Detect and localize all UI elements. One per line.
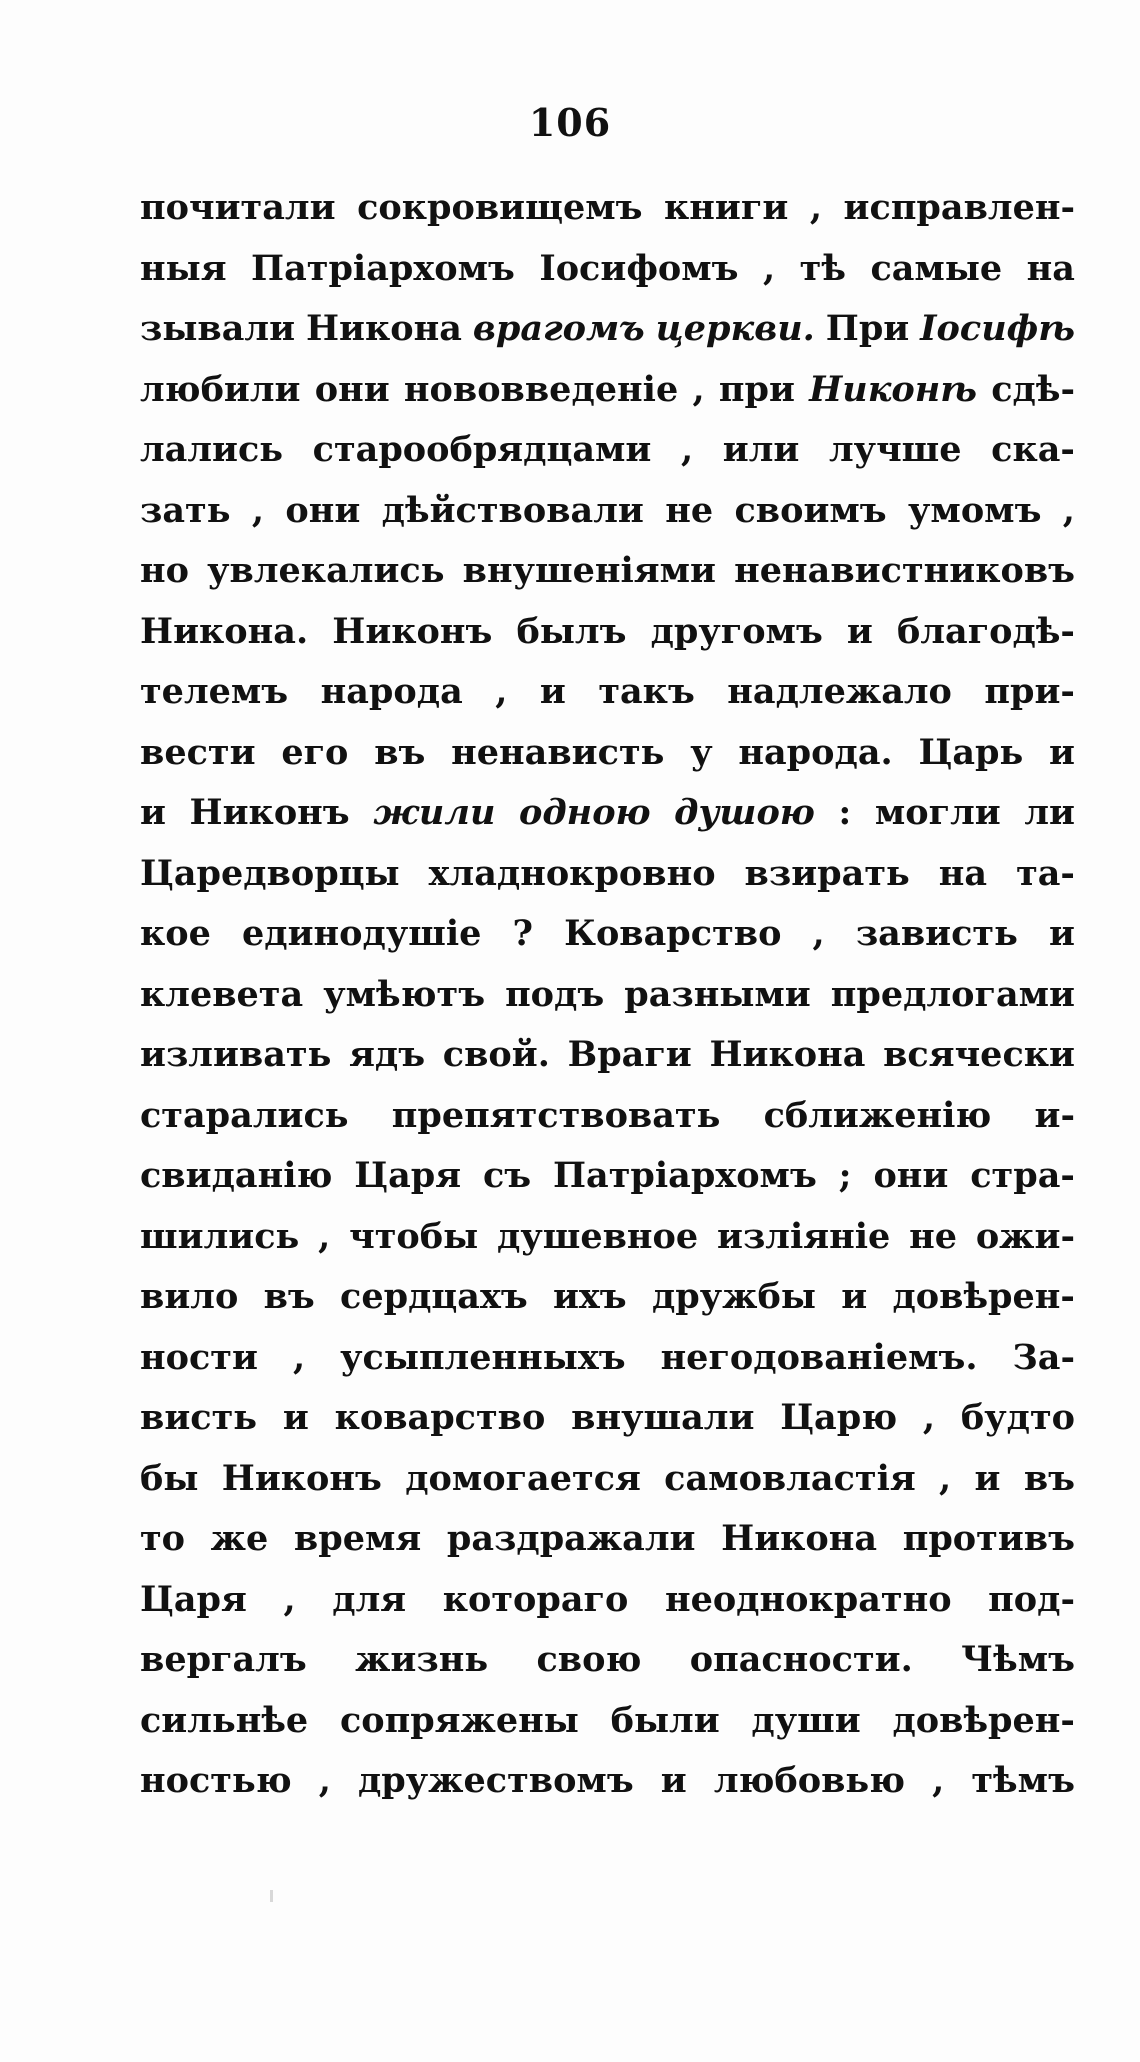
word: , xyxy=(812,913,825,954)
word: самые xyxy=(870,247,1003,289)
text-line xyxy=(140,420,1075,481)
word: Никонъ xyxy=(332,610,493,652)
word: могли xyxy=(874,792,1001,833)
word: въ xyxy=(263,1276,315,1317)
text-line xyxy=(140,299,1075,360)
word: надлежало xyxy=(727,671,952,712)
text-line xyxy=(140,1570,1075,1631)
word: старообрядцами xyxy=(312,429,652,470)
word: сближенію xyxy=(763,1094,992,1136)
word: негодованіемъ. xyxy=(660,1336,978,1378)
word: внушеніями xyxy=(462,550,716,591)
word: въ xyxy=(1023,1457,1075,1499)
word: почитали xyxy=(140,187,336,228)
word: ностью xyxy=(140,1760,292,1801)
italic-word: жили xyxy=(373,792,496,833)
text-line xyxy=(140,481,1075,542)
word: довѣрен- xyxy=(892,1276,1075,1317)
word: тѣмъ xyxy=(971,1760,1075,1801)
italic-word: Іосифѣ xyxy=(920,308,1075,349)
word: же xyxy=(210,1518,269,1559)
word: они xyxy=(285,489,361,531)
text-line xyxy=(140,1025,1075,1086)
word: раздражали xyxy=(446,1518,696,1559)
word: любили xyxy=(140,368,301,410)
word: ли xyxy=(1024,792,1075,833)
text-line xyxy=(140,1449,1075,1510)
word: та- xyxy=(1016,852,1075,894)
word: , xyxy=(922,1397,936,1438)
word: и xyxy=(539,671,566,712)
word: всячески xyxy=(883,1034,1075,1075)
word: и xyxy=(846,610,873,652)
word: зависть xyxy=(855,913,1018,954)
word: ядъ xyxy=(349,1034,426,1075)
word: под- xyxy=(988,1578,1075,1620)
text-line xyxy=(140,1751,1075,1812)
word: хладнокровно xyxy=(428,852,716,894)
word: , xyxy=(932,1760,945,1801)
word: ихъ xyxy=(552,1276,627,1317)
word: зать xyxy=(140,489,231,531)
word: и xyxy=(974,1457,1001,1499)
word: висть xyxy=(140,1397,258,1438)
word: народа. xyxy=(738,731,893,773)
text-line xyxy=(140,1509,1075,1570)
word: исправлен- xyxy=(843,187,1075,228)
word: зывали xyxy=(140,308,296,349)
word: телемъ xyxy=(140,671,289,712)
word: на xyxy=(938,852,988,894)
word: вести xyxy=(140,731,256,773)
word: свиданію xyxy=(140,1155,333,1196)
text-line xyxy=(140,1328,1075,1389)
word: чтобы xyxy=(349,1215,479,1257)
word: , xyxy=(318,1215,331,1257)
word: сильнѣе xyxy=(140,1699,309,1741)
word: Никонъ xyxy=(189,792,350,833)
word: не xyxy=(909,1215,957,1257)
word: Іосифомъ xyxy=(539,247,739,289)
word: внушали xyxy=(571,1397,755,1438)
word: но xyxy=(140,550,189,591)
text-line xyxy=(140,1267,1075,1328)
word: изливать xyxy=(140,1034,332,1075)
word: разными xyxy=(624,973,811,1015)
word: ожи- xyxy=(975,1215,1075,1257)
word: Коварство xyxy=(564,913,782,954)
word: Царь xyxy=(918,731,1024,773)
word: , xyxy=(292,1336,306,1378)
word: , xyxy=(318,1760,331,1801)
word: ; xyxy=(838,1155,852,1196)
word: Никона xyxy=(709,1034,866,1075)
word: дружбы xyxy=(651,1276,816,1317)
word: ненавистниковъ xyxy=(734,550,1075,591)
word: , xyxy=(939,1457,952,1499)
word: шились xyxy=(140,1215,300,1257)
word: сдѣ- xyxy=(991,368,1075,410)
word: домогается xyxy=(405,1457,641,1499)
word: и xyxy=(140,792,166,833)
word: Чѣмъ xyxy=(961,1639,1075,1680)
word: самовластія xyxy=(664,1457,916,1499)
word: клевета xyxy=(140,973,304,1015)
text-line xyxy=(140,904,1075,965)
word: , xyxy=(762,247,776,289)
word: нововведеніе xyxy=(403,368,679,410)
word: бы xyxy=(140,1457,199,1499)
word: Царедворцы xyxy=(140,852,400,894)
word: , xyxy=(495,671,508,712)
word: довѣрен- xyxy=(892,1699,1075,1741)
word: стра- xyxy=(970,1155,1075,1196)
word: ? xyxy=(512,913,534,954)
word: его xyxy=(281,731,349,773)
word: душевное xyxy=(497,1215,699,1257)
word: неоднократно xyxy=(664,1578,952,1620)
word: и xyxy=(841,1276,868,1317)
word: умѣютъ xyxy=(323,973,486,1015)
word: свой. xyxy=(442,1034,550,1075)
word: ности xyxy=(140,1336,258,1378)
word: время xyxy=(293,1518,422,1559)
word: своимъ xyxy=(734,489,887,531)
word: народа xyxy=(320,671,463,712)
text-line xyxy=(140,541,1075,602)
word: ненависть xyxy=(451,731,665,773)
word: , xyxy=(1062,489,1075,531)
text-line xyxy=(140,965,1075,1026)
word: и xyxy=(282,1397,309,1438)
word: у xyxy=(690,731,713,773)
word: предлогами xyxy=(830,973,1075,1015)
word: благодѣ- xyxy=(897,610,1075,652)
word: такъ xyxy=(598,671,695,712)
word: коварство xyxy=(334,1397,546,1438)
italic-word: церкви. xyxy=(655,308,815,349)
text-line xyxy=(140,783,1075,844)
word: , xyxy=(251,489,265,531)
word: дѣйствовали xyxy=(381,489,644,531)
word: дружествомъ xyxy=(357,1760,634,1801)
word: ска- xyxy=(991,429,1075,470)
word: на xyxy=(1026,247,1075,289)
word: Никона. xyxy=(140,610,309,652)
text-line xyxy=(140,723,1075,784)
word: ныя xyxy=(140,247,227,289)
word: они xyxy=(314,368,390,410)
word: или xyxy=(722,429,800,470)
word: , xyxy=(809,187,823,228)
word: былъ xyxy=(516,610,627,652)
word: увлекались xyxy=(207,550,445,591)
word: Никона xyxy=(721,1518,878,1559)
word: кое xyxy=(140,913,211,954)
word: котораго xyxy=(442,1578,629,1620)
word: сокровищемъ xyxy=(357,187,643,228)
word: тѣ xyxy=(799,247,846,289)
word: умомъ xyxy=(908,489,1042,531)
word: любовью xyxy=(713,1760,906,1801)
word: , xyxy=(283,1578,296,1620)
text-line xyxy=(140,844,1075,905)
page-number: 106 xyxy=(528,100,612,145)
italic-word: Никонѣ xyxy=(809,368,977,410)
word: будто xyxy=(960,1397,1075,1438)
word: въ xyxy=(374,731,426,773)
word: сопряжены xyxy=(339,1699,579,1741)
word: противъ xyxy=(902,1518,1075,1559)
word: единодушіе xyxy=(241,913,482,954)
text-line xyxy=(140,602,1075,663)
word: книги xyxy=(664,187,789,228)
word: не xyxy=(665,489,714,531)
text-line xyxy=(140,239,1075,300)
body-text xyxy=(140,178,1075,1812)
word: Царя xyxy=(140,1578,247,1620)
word: при xyxy=(718,368,795,410)
word: , xyxy=(692,368,705,410)
word: Никона xyxy=(305,308,462,349)
word: взирать xyxy=(744,852,910,894)
word: подъ xyxy=(505,973,605,1015)
word: Никонъ xyxy=(221,1457,382,1499)
text-line xyxy=(140,1630,1075,1691)
word: изліяніе xyxy=(716,1215,891,1257)
text-line xyxy=(140,1388,1075,1449)
word: и xyxy=(660,1760,687,1801)
word: души xyxy=(751,1699,861,1741)
word: опасности. xyxy=(689,1639,913,1680)
text-line xyxy=(140,662,1075,723)
text-line xyxy=(140,1086,1075,1147)
word: Царю xyxy=(780,1397,898,1438)
text-line xyxy=(140,178,1075,239)
text-line xyxy=(140,1146,1075,1207)
paper-speck xyxy=(270,1890,273,1902)
word: Царя xyxy=(354,1155,462,1196)
word: , xyxy=(681,429,694,470)
word: при- xyxy=(984,671,1075,712)
word: старались xyxy=(140,1094,349,1136)
word: они xyxy=(873,1155,949,1196)
word: лучше xyxy=(828,429,962,470)
word: : xyxy=(838,792,852,833)
word: Патріархомъ xyxy=(553,1155,817,1196)
text-line xyxy=(140,1207,1075,1268)
word: свою xyxy=(536,1639,642,1680)
word: и xyxy=(1048,913,1075,954)
italic-word: одною xyxy=(519,792,651,833)
word: вергалъ xyxy=(140,1639,307,1680)
word: За- xyxy=(1012,1336,1075,1378)
word: были xyxy=(610,1699,720,1741)
word: съ xyxy=(482,1155,532,1196)
word: то xyxy=(140,1518,186,1559)
italic-word: душою xyxy=(674,792,815,833)
word: жизнь xyxy=(355,1639,489,1680)
word: другомъ xyxy=(650,610,823,652)
text-line xyxy=(140,1691,1075,1752)
word: и- xyxy=(1034,1094,1075,1136)
italic-word: врагомъ xyxy=(472,308,645,349)
word: При xyxy=(825,308,910,349)
word: лались xyxy=(140,429,284,470)
word: сердцахъ xyxy=(340,1276,528,1317)
word: для xyxy=(332,1578,407,1620)
word: усыпленныхъ xyxy=(340,1336,626,1378)
word: Враги xyxy=(567,1034,692,1075)
text-line xyxy=(140,360,1075,421)
word: и xyxy=(1049,731,1075,773)
word: Патріархомъ xyxy=(251,247,515,289)
word: препятствовать xyxy=(391,1094,721,1136)
word: вило xyxy=(140,1276,239,1317)
